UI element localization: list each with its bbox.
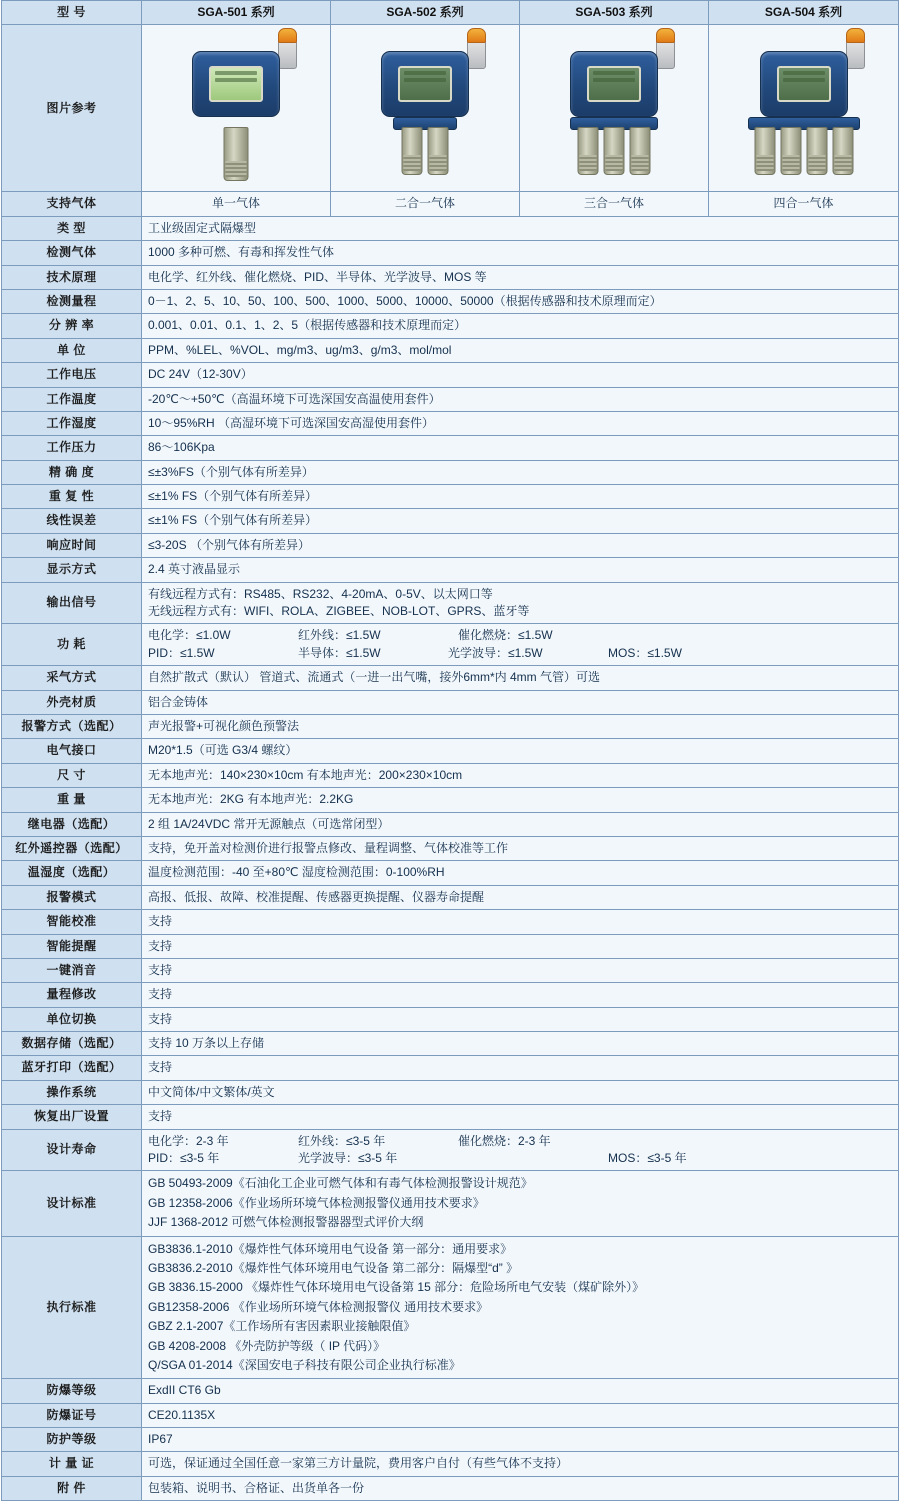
row-value-range-modify: 支持 xyxy=(142,983,899,1007)
row-value-smart-calibration: 支持 xyxy=(142,910,899,934)
row-label-one-key-mute: 一键消音 xyxy=(2,958,142,982)
output-wired: 有线远程方式有：RS485、RS232、4-20mA、0-5V、以太网口等 xyxy=(148,586,493,601)
row-value-ex-rating: ExdII CT6 Gb xyxy=(142,1379,899,1403)
sensor-probe xyxy=(630,127,651,175)
row-value-alarm-mode: 高报、低报、故障、校准提醒、传感器更换提醒、仪器寿命提醒 xyxy=(142,885,899,909)
table-row-linearity xyxy=(2,509,899,533)
row-value-principle: 电化学、红外线、催化燃烧、PID、半导体、光学波导、MOS 等 xyxy=(142,265,899,289)
row-label-type: 类 型 xyxy=(2,216,142,240)
sensor-probe xyxy=(224,127,249,181)
table-row-relay xyxy=(2,812,899,836)
row-value-design-standards xyxy=(142,1171,899,1236)
table-row-shell-material xyxy=(2,690,899,714)
row-label-temp-humidity-option: 温湿度（选配） xyxy=(2,861,142,885)
row-label-os: 操作系统 xyxy=(2,1080,142,1104)
row-value-one-key-mute: 支持 xyxy=(142,958,899,982)
row-value-detect-gas: 1000 多种可燃、有毒和挥发性气体 xyxy=(142,241,899,265)
row-label-alarm-mode: 报警模式 xyxy=(2,885,142,909)
table-row-dimensions xyxy=(2,763,899,787)
table-row-ex-rating xyxy=(2,1379,899,1403)
sensor-probe xyxy=(780,127,801,175)
row-value-linearity: ≤±1% FS（个别气体有所差异） xyxy=(142,509,899,533)
table-row-range-modify xyxy=(2,983,899,1007)
table-row-repeatability xyxy=(2,485,899,509)
table-row-voltage xyxy=(2,363,899,387)
table-row-pressure xyxy=(2,436,899,460)
product-image-502 xyxy=(331,25,520,192)
row-label-gas: 支持气体 xyxy=(2,192,142,216)
row-label-images: 图片参考 xyxy=(2,25,142,192)
row-value-temp-humidity-option: 温度检测范围：-40 至+80℃ 湿度检测范围：0-100%RH xyxy=(142,861,899,885)
row-label-resolution: 分 辨 率 xyxy=(2,314,142,338)
table-row-detect-gas xyxy=(2,241,899,265)
row-value-bluetooth-print: 支持 xyxy=(142,1056,899,1080)
row-value-pressure: 86～106Kpa xyxy=(142,436,899,460)
sensor-probe xyxy=(754,127,775,175)
device-housing xyxy=(381,51,469,117)
device-display xyxy=(398,66,452,102)
row-value-ir-remote: 支持，免开盖对检测价进行报警点修改、量程调整、气体校准等工作 xyxy=(142,836,899,860)
device-illustration-3sensor xyxy=(539,33,689,183)
row-label-output: 输出信号 xyxy=(2,582,142,624)
table-row-model xyxy=(2,1,899,25)
sensor-group xyxy=(578,127,651,175)
row-value-design-life xyxy=(142,1129,899,1171)
row-label-principle: 技术原理 xyxy=(2,265,142,289)
device-illustration-4sensor xyxy=(729,33,879,183)
row-value-accuracy: ≤±3%FS（个别气体有所差异） xyxy=(142,460,899,484)
life-catalytic: 催化燃烧：2-3 年 xyxy=(458,1133,551,1148)
row-label-voltage: 工作电压 xyxy=(2,363,142,387)
row-label-accessories: 附 件 xyxy=(2,1476,142,1500)
row-label-design-standards: 设计标准 xyxy=(2,1171,142,1236)
row-value-accessories: 包装箱、说明书、合格证、出货单各一份 xyxy=(142,1476,899,1500)
table-row-principle xyxy=(2,265,899,289)
table-row-bluetooth-print xyxy=(2,1056,899,1080)
model-sga-503: SGA-503 系列 xyxy=(520,1,709,25)
product-image-501 xyxy=(142,25,331,192)
row-value-os: 中文简体/中文繁体/英文 xyxy=(142,1080,899,1104)
table-row-unit-switch xyxy=(2,1007,899,1031)
device-housing xyxy=(192,51,280,117)
row-value-factory-reset: 支持 xyxy=(142,1105,899,1129)
row-value-smart-reminder: 支持 xyxy=(142,934,899,958)
table-row-smart-calibration xyxy=(2,910,899,934)
specification-table xyxy=(1,0,899,1501)
row-label-pressure: 工作压力 xyxy=(2,436,142,460)
sensor-group xyxy=(754,127,853,175)
product-image-503 xyxy=(520,25,709,192)
row-label-ex-cert: 防爆证号 xyxy=(2,1403,142,1427)
row-label-model: 型 号 xyxy=(2,1,142,25)
row-label-ir-remote: 红外遥控器（选配） xyxy=(2,836,142,860)
gas-value-502: 二合一气体 xyxy=(331,192,520,216)
row-label-sampling: 采气方式 xyxy=(2,666,142,690)
row-value-repeatability: ≤±1% FS（个别气体有所差异） xyxy=(142,485,899,509)
row-label-relay: 继电器（选配） xyxy=(2,812,142,836)
table-row-ex-cert xyxy=(2,1403,899,1427)
row-value-range: 0－1、2、5、10、50、100、500、1000、5000、10000、50000（根据传感器和技术原理而定） xyxy=(142,289,899,313)
device-illustration-2sensor xyxy=(350,33,500,183)
row-label-weight: 重 量 xyxy=(2,788,142,812)
exec-standard-line: GB 3836.15-2000 《爆炸性气体环境用电气设备第 15 部分：危险场所电气安装（煤矿除外）》 xyxy=(148,1280,645,1295)
row-value-temperature: -20℃～+50℃（高温环境下可选深国安高温使用套件） xyxy=(142,387,899,411)
life-pid: PID：≤3-5 年 xyxy=(148,1151,220,1166)
row-value-exec-standards xyxy=(142,1236,899,1379)
row-label-alarm-type: 报警方式（选配） xyxy=(2,714,142,738)
table-row-temperature xyxy=(2,387,899,411)
row-value-dimensions: 无本地声光：140×230×10cm 有本地声光：200×230×10cm xyxy=(142,763,899,787)
gas-value-501: 单一气体 xyxy=(142,192,331,216)
device-display xyxy=(587,66,641,102)
row-label-power: 功 耗 xyxy=(2,624,142,666)
alarm-light-icon xyxy=(846,37,865,69)
device-illustration-1sensor xyxy=(161,33,311,183)
sensor-probe xyxy=(578,127,599,175)
table-row-ir-remote xyxy=(2,836,899,860)
row-label-data-storage: 数据存储（选配） xyxy=(2,1032,142,1056)
row-label-temperature: 工作温度 xyxy=(2,387,142,411)
row-label-design-life: 设计寿命 xyxy=(2,1129,142,1171)
table-row-sampling xyxy=(2,666,899,690)
device-housing xyxy=(570,51,658,117)
table-row-exec-standards xyxy=(2,1236,899,1379)
exec-standard-line: Q/SGA 01-2014《深国安电子科技有限公司企业执行标准》 xyxy=(148,1357,461,1372)
row-value-ip-rating: IP67 xyxy=(142,1428,899,1452)
sensor-probe xyxy=(402,127,423,175)
table-row-type xyxy=(2,216,899,240)
table-row-design-standards xyxy=(2,1171,899,1236)
row-value-response-time: ≤3-20S （个别气体有所差异） xyxy=(142,533,899,557)
row-value-shell-material: 铝合金铸体 xyxy=(142,690,899,714)
device-housing xyxy=(760,51,848,117)
table-row-one-key-mute xyxy=(2,958,899,982)
row-value-electrical-interface: M20*1.5（可选 G3/4 螺纹） xyxy=(142,739,899,763)
row-label-factory-reset: 恢复出厂设置 xyxy=(2,1105,142,1129)
row-label-linearity: 线性误差 xyxy=(2,509,142,533)
design-standard-line: GB 50493-2009《石油化工企业可燃气体和有毒气体检测报警设计规范》 xyxy=(148,1176,533,1191)
life-infrared: 红外线：≤3-5 年 xyxy=(298,1133,386,1148)
product-image-504 xyxy=(709,25,899,192)
sensor-probe xyxy=(604,127,625,175)
row-value-ex-cert: CE20.1135X xyxy=(142,1403,899,1427)
table-row-weight xyxy=(2,788,899,812)
power-semiconductor: 半导体：≤1.5W xyxy=(298,645,381,660)
alarm-light-icon xyxy=(656,37,675,69)
table-row-gas xyxy=(2,192,899,216)
table-row-os xyxy=(2,1080,899,1104)
row-label-range: 检测量程 xyxy=(2,289,142,313)
table-row-display xyxy=(2,558,899,582)
device-display xyxy=(777,66,831,102)
alarm-light-icon xyxy=(278,37,297,69)
row-label-display: 显示方式 xyxy=(2,558,142,582)
design-standard-line: JJF 1368-2012 可燃气体检测报警器器型式评价大纲 xyxy=(148,1215,424,1230)
row-label-electrical-interface: 电气接口 xyxy=(2,739,142,763)
row-label-accuracy: 精 确 度 xyxy=(2,460,142,484)
table-row-unit xyxy=(2,338,899,362)
sensor-group xyxy=(402,127,449,175)
row-label-smart-calibration: 智能校准 xyxy=(2,910,142,934)
row-value-output xyxy=(142,582,899,624)
table-row-factory-reset xyxy=(2,1105,899,1129)
model-sga-501: SGA-501 系列 xyxy=(142,1,331,25)
table-row-alarm-type xyxy=(2,714,899,738)
model-sga-502: SGA-502 系列 xyxy=(331,1,520,25)
row-label-bluetooth-print: 蓝牙打印（选配） xyxy=(2,1056,142,1080)
sensor-group xyxy=(224,127,249,181)
design-standard-line: GB 12358-2006《作业场所环境气体检测报警仪通用技术要求》 xyxy=(148,1195,485,1210)
row-value-voltage: DC 24V（12-30V） xyxy=(142,363,899,387)
exec-standard-line: GB3836.2-2010《爆炸性气体环境用电气设备 第二部分：隔爆型“d” 》 xyxy=(148,1260,519,1275)
row-value-type: 工业级固定式隔爆型 xyxy=(142,216,899,240)
row-label-smart-reminder: 智能提醒 xyxy=(2,934,142,958)
row-label-shell-material: 外壳材质 xyxy=(2,690,142,714)
sensor-probe xyxy=(832,127,853,175)
table-row-images xyxy=(2,25,899,192)
row-value-unit: PPM、%LEL、%VOL、mg/m3、ug/m3、g/m3、mol/mol xyxy=(142,338,899,362)
gas-value-504: 四合一气体 xyxy=(709,192,899,216)
row-value-resolution: 0.001、0.01、0.1、1、2、5（根据传感器和技术原理而定） xyxy=(142,314,899,338)
row-label-unit: 单 位 xyxy=(2,338,142,362)
table-row-temp-humidity-option xyxy=(2,861,899,885)
table-row-resolution xyxy=(2,314,899,338)
table-row-design-life xyxy=(2,1129,899,1171)
row-label-unit-switch: 单位切换 xyxy=(2,1007,142,1031)
row-label-dimensions: 尺 寸 xyxy=(2,763,142,787)
power-infrared: 红外线：≤1.5W xyxy=(298,628,381,643)
row-label-range-modify: 量程修改 xyxy=(2,983,142,1007)
table-row-accessories xyxy=(2,1476,899,1500)
table-row-metrology-cert xyxy=(2,1452,899,1476)
table-row-alarm-mode xyxy=(2,885,899,909)
life-line-2 xyxy=(148,1150,892,1167)
table-row-output xyxy=(2,582,899,624)
life-optical: 光学波导：≤3-5 年 xyxy=(298,1151,398,1166)
table-row-humidity xyxy=(2,411,899,435)
sensor-probe xyxy=(806,127,827,175)
exec-standard-line: GBZ 2.1-2007《工作场所有害因素职业接触限值》 xyxy=(148,1319,416,1334)
row-value-metrology-cert: 可选，保证通过全国任意一家第三方计量院，费用客户自付（有些气体不支持） xyxy=(142,1452,899,1476)
row-value-unit-switch: 支持 xyxy=(142,1007,899,1031)
row-label-response-time: 响应时间 xyxy=(2,533,142,557)
power-electrochemical: 电化学：≤1.0W xyxy=(148,628,231,643)
row-label-exec-standards: 执行标准 xyxy=(2,1236,142,1379)
row-value-humidity: 10～95%RH （高湿环境下可选深国安高湿使用套件） xyxy=(142,411,899,435)
row-value-weight: 无本地声光：2KG 有本地声光：2.2KG xyxy=(142,788,899,812)
model-sga-504: SGA-504 系列 xyxy=(709,1,899,25)
gas-value-503: 三合一气体 xyxy=(520,192,709,216)
row-label-metrology-cert: 计 量 证 xyxy=(2,1452,142,1476)
row-value-alarm-type: 声光报警+可视化颜色预警法 xyxy=(142,714,899,738)
life-line-1 xyxy=(148,1133,892,1150)
row-value-relay: 2 组 1A/24VDC 常开无源触点（可选常闭型） xyxy=(142,812,899,836)
alarm-light-icon xyxy=(467,37,486,69)
row-label-repeatability: 重 复 性 xyxy=(2,485,142,509)
row-value-power xyxy=(142,624,899,666)
exec-standard-line: GB 4208-2008 《外壳防护等级（ IP 代码）》 xyxy=(148,1338,386,1353)
table-row-range xyxy=(2,289,899,313)
power-optical: 光学波导：≤1.5W xyxy=(448,645,543,660)
table-row-accuracy xyxy=(2,460,899,484)
row-label-ex-rating: 防爆等级 xyxy=(2,1379,142,1403)
sensor-probe xyxy=(428,127,449,175)
output-wireless: 无线远程方式有：WIFI、ROLA、ZIGBEE、NOB-LOT、GPRS、蓝牙等 xyxy=(148,604,530,619)
life-electrochemical: 电化学：2-3 年 xyxy=(148,1133,229,1148)
row-label-humidity: 工作湿度 xyxy=(2,411,142,435)
exec-standard-line: GB12358-2006 《作业场所环境气体检测报警仪 通用技术要求》 xyxy=(148,1299,489,1314)
row-value-sampling: 自然扩散式（默认） 管道式、流通式（一进一出气嘴，接外6mm*内 4mm 气管）可选 xyxy=(142,666,899,690)
life-mos: MOS：≤3-5 年 xyxy=(608,1151,687,1166)
row-value-data-storage: 支持 10 万条以上存储 xyxy=(142,1032,899,1056)
table-row-response-time xyxy=(2,533,899,557)
row-value-display: 2.4 英寸液晶显示 xyxy=(142,558,899,582)
device-display xyxy=(209,66,263,102)
power-catalytic: 催化燃烧：≤1.5W xyxy=(458,628,553,643)
row-label-detect-gas: 检测气体 xyxy=(2,241,142,265)
table-row-electrical-interface xyxy=(2,739,899,763)
table-row-ip-rating xyxy=(2,1428,899,1452)
table-row-smart-reminder xyxy=(2,934,899,958)
row-label-ip-rating: 防护等级 xyxy=(2,1428,142,1452)
table-row-data-storage xyxy=(2,1032,899,1056)
power-pid: PID：≤1.5W xyxy=(148,645,215,660)
power-line-1 xyxy=(148,627,892,644)
table-row-power xyxy=(2,624,899,666)
power-mos: MOS：≤1.5W xyxy=(608,645,682,660)
exec-standard-line: GB3836.1-2010《爆炸性气体环境用电气设备 第一部分：通用要求》 xyxy=(148,1241,513,1256)
power-line-2 xyxy=(148,645,892,662)
